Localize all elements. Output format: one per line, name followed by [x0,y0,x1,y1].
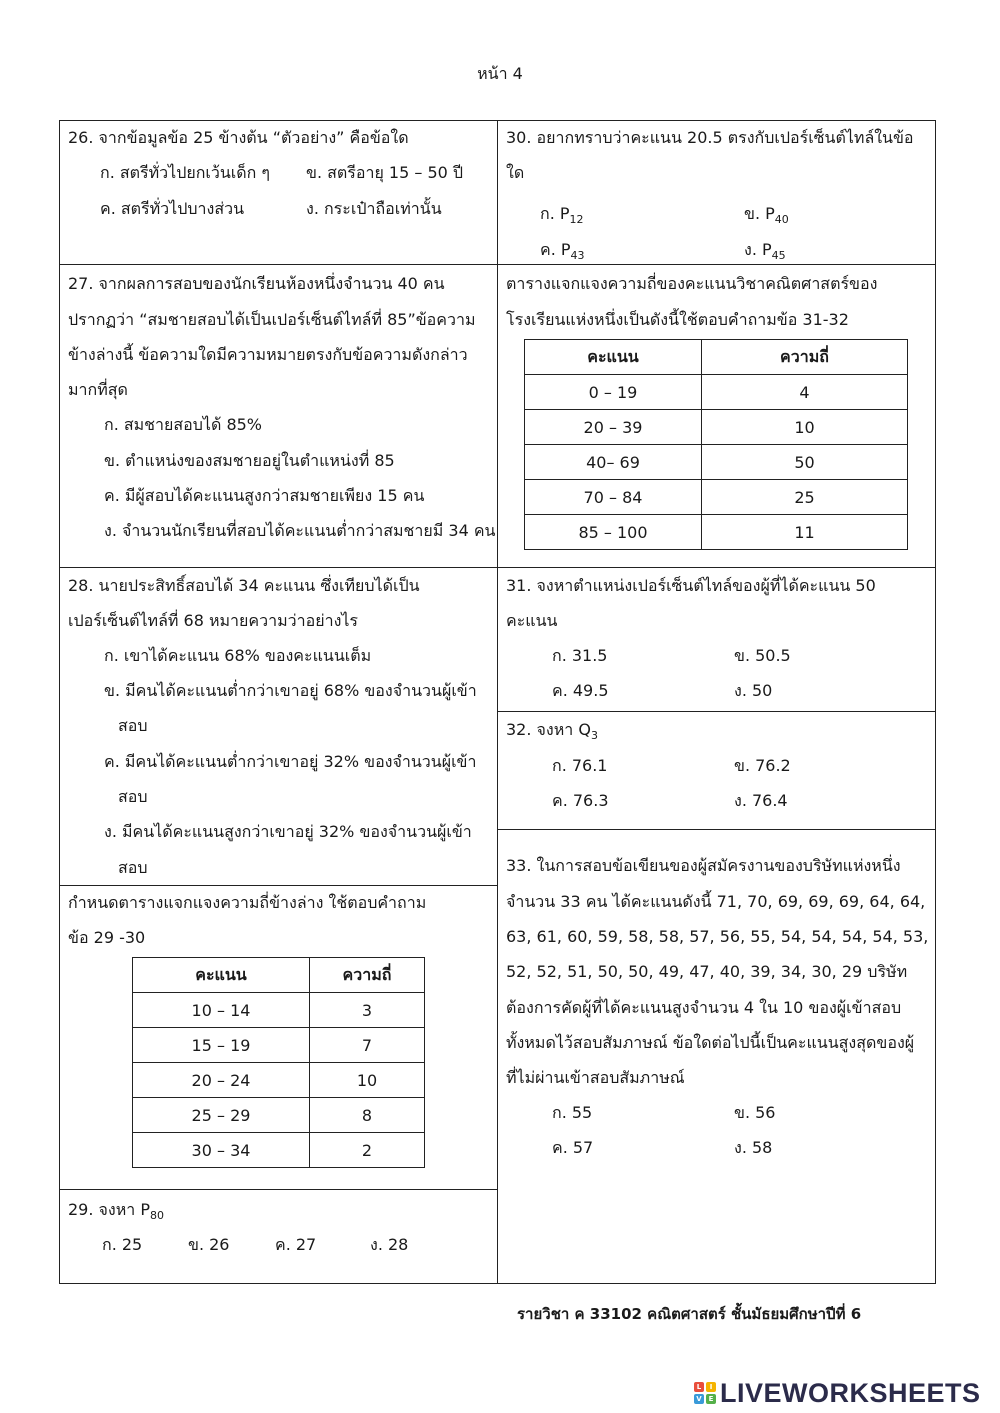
liveworksheets-logo [694,1378,981,1408]
q33-choice-c[interactable]: ค. 57 [552,1138,594,1157]
q32-choice-d[interactable]: ง. 76.4 [734,791,788,810]
q30-stem-line: ใด [506,163,525,182]
q33-stem-line: 52, 52, 51, 50, 50, 49, 47, 40, 39, 34, 30, 29 บริษัท [506,962,908,981]
q30-choice-a[interactable]: ก. $P_{12}$ [540,204,584,226]
q32-stem: 32. จงหา $Q_3$ [506,720,598,742]
q32-choice-a[interactable]: ก. 76.1 [552,756,608,775]
q28-choice-d[interactable]: ง. มีคนได้คะแนนสูงกว่าเขาอยู่ 32% ของจำนวนผู้เข้า [104,822,472,841]
q28-choice-a[interactable]: ก. เขาได้คะแนน 68% ของคะแนนเต็ม [104,646,372,665]
table-row [133,1028,425,1063]
q30-choice-d[interactable]: ง. $P_{45}$ [744,240,786,262]
q27-stem-line: 27. จากผลการสอบของนักเรียนห้องหนึ่งจำนวน 40 คน [68,274,445,293]
table-row [133,1098,425,1133]
table29-intro-line: กำหนดตารางแจกแจงความถี่ข้างล่าง ใช้ตอบคำถาม [68,893,427,912]
q28-stem-line: เปอร์เซ็นต์ไทล์ที่ 68 หมายความว่าอย่างไร [68,611,359,630]
course-footer: รายวิชา ค 33102 คณิตศาสตร์ ชั้นมัธยมศึกษาปีที่ 6 [517,1305,862,1323]
q30-stem-line: 30. อยากทราบว่าคะแนน 20.5 ตรงกับเปอร์เซ็นต์ไทล์ในข้อ [506,128,914,147]
logo-wordmark: LIVEWORKSHEETS [720,1377,981,1408]
q33-choice-d[interactable]: ง. 58 [734,1138,773,1157]
table-row [525,515,908,550]
frequency-cell: 4 [702,375,908,410]
q26-choice-a[interactable]: ก. สตรีทั่วไปยกเว้นเด็ก ๆ [100,163,271,182]
table31-intro-line: โรงเรียนแห่งหนึ่งเป็นดังนี้ใช้ตอบคำถามข้อ 31-32 [506,310,849,329]
q33-choice-b[interactable]: ข. 56 [734,1103,776,1122]
q29-choice-b[interactable]: ข. 26 [188,1235,230,1254]
q33-stem-line: 33. ในการสอบข้อเขียนของผู้สมัครงานของบริษัทแห่งหนึ่ง [506,856,901,875]
q31-choice-b[interactable]: ข. 50.5 [734,646,791,665]
score-cell: 30 – 34 [133,1133,310,1168]
score-cell: 15 – 19 [133,1028,310,1063]
q28-stem-line: 28. นายประสิทธิ์สอบได้ 34 คะแนน ซึ่งเทียบได้เป็น [68,576,420,595]
header-frequency: ความถี่ [310,958,425,993]
score-cell: 20 – 39 [525,410,702,445]
score-cell: 10 – 14 [133,993,310,1028]
row-divider [59,264,936,265]
q29-choice-c[interactable]: ค. 27 [275,1235,317,1254]
q28-choice-d-cont: สอบ [118,858,148,877]
header-score: คะแนน [133,958,310,993]
q31-choice-d[interactable]: ง. 50 [734,681,773,700]
q32-choice-c[interactable]: ค. 76.3 [552,791,609,810]
column-divider [497,120,498,1284]
table-header-row [525,340,908,375]
q31-stem-line: 31. จงหาตำแหน่งเปอร์เซ็นต์ไทล์ของผู้ที่ได้คะแนน 50 [506,576,876,595]
row-divider [59,885,498,886]
q26-choice-b[interactable]: ข. สตรีอายุ 15 – 50 ปี [306,163,464,182]
q27-choice-b[interactable]: ข. ตำแหน่งของสมชายอยู่ในตำแหน่งที่ 85 [104,451,395,470]
table-row [133,993,425,1028]
frequency-table-31-32 [524,339,908,550]
table29-intro-line: ข้อ 29 -30 [68,928,146,947]
q26-choice-c[interactable]: ค. สตรีทั่วไปบางส่วน [100,199,244,218]
table31-intro-line: ตารางแจกแจงความถี่ของคะแนนวิชาคณิตศาสตร์ของ [506,274,878,293]
frequency-cell: 7 [310,1028,425,1063]
score-cell: 25 – 29 [133,1098,310,1133]
q33-stem-line: ทั้งหมดไว้สอบสัมภาษณ์ ข้อใดต่อไปนี้เป็นคะแนนสูงสุดของผู้ [506,1033,915,1052]
frequency-cell: 10 [702,410,908,445]
score-cell: 20 – 24 [133,1063,310,1098]
table-row [525,480,908,515]
q27-choice-d[interactable]: ง. จำนวนนักเรียนที่สอบได้คะแนนต่ำกว่าสมชายมี 34 คน [104,521,496,540]
frequency-cell: 11 [702,515,908,550]
logo-tile: V [694,1394,704,1404]
q33-stem-line: ที่ไม่ผ่านเข้าสอบสัมภาษณ์ [506,1068,685,1087]
table-row [525,410,908,445]
row-divider [497,711,936,712]
row-divider [59,1189,498,1190]
score-cell: 40– 69 [525,445,702,480]
logo-tile: E [706,1394,716,1404]
q26-stem: 26. จากข้อมูลข้อ 25 ข้างต้น “ตัวอย่าง” คือข้อใด [68,128,409,147]
q28-choice-c-cont: สอบ [118,787,148,806]
header-score: คะแนน [525,340,702,375]
q30-choice-b[interactable]: ข. $P_{40}$ [744,204,789,226]
q33-stem-line: ต้องการคัดผู้ที่ได้คะแนนสูงจำนวน 4 ใน 10 ของผู้เข้าสอบ [506,998,902,1017]
logo-tiles-icon [694,1382,716,1404]
frequency-cell: 25 [702,480,908,515]
q28-choice-b[interactable]: ข. มีคนได้คะแนนต่ำกว่าเขาอยู่ 68% ของจำนวนผู้เข้า [104,681,477,700]
frequency-cell: 8 [310,1098,425,1133]
q27-choice-a[interactable]: ก. สมชายสอบได้ 85% [104,415,263,434]
q26-choice-d[interactable]: ง. กระเป๋าถือเท่านั้น [306,199,442,218]
frequency-table-29-30 [132,957,425,1168]
table-row [525,445,908,480]
score-cell: 70 – 84 [525,480,702,515]
logo-tile: L [694,1382,704,1392]
score-cell: 85 – 100 [525,515,702,550]
frequency-cell: 10 [310,1063,425,1098]
table-row [133,1133,425,1168]
logo-tile: I [706,1382,716,1392]
q27-choice-c[interactable]: ค. มีผู้สอบได้คะแนนสูงกว่าสมชายเพียง 15 คน [104,486,425,505]
header-frequency: ความถี่ [702,340,908,375]
q29-choice-a[interactable]: ก. 25 [102,1235,143,1254]
frequency-cell: 2 [310,1133,425,1168]
frequency-cell: 50 [702,445,908,480]
q31-choice-c[interactable]: ค. 49.5 [552,681,609,700]
frequency-cell: 3 [310,993,425,1028]
q27-stem-line: มากที่สุด [68,380,128,399]
score-cell: 0 – 19 [525,375,702,410]
row-divider [497,829,936,830]
q30-choice-c[interactable]: ค. $P_{43}$ [540,240,585,262]
table-row [525,375,908,410]
q28-choice-b-cont: สอบ [118,716,148,735]
q29-choice-d[interactable]: ง. 28 [370,1235,409,1254]
q33-choice-a[interactable]: ก. 55 [552,1103,593,1122]
q27-stem-line: ข้างล่างนี้ ข้อความใดมีความหมายตรงกับข้อความดังกล่าว [68,345,468,364]
q33-stem-line: จำนวน 33 คน ได้คะแนนดังนี้ 71, 70, 69, 69, 69, 64, 64, [506,892,926,911]
q33-stem-line: 63, 61, 60, 59, 58, 58, 57, 56, 55, 54, 54, 54, 54, 53, [506,927,929,946]
table-header-row [133,958,425,993]
q29-stem: 29. จงหา $P_{80}$ [68,1200,164,1222]
page-number: หน้า 4 [477,64,523,83]
q27-stem-line: ปรากฏว่า “สมชายสอบได้เป็นเปอร์เซ็นต์ไทล์ที่ 85”ข้อความ [68,310,476,329]
q31-stem-line: คะแนน [506,611,558,630]
table-row [133,1063,425,1098]
row-divider [59,567,936,568]
q28-choice-c[interactable]: ค. มีคนได้คะแนนต่ำกว่าเขาอยู่ 32% ของจำนวนผู้เข้า [104,752,477,771]
q32-choice-b[interactable]: ข. 76.2 [734,756,791,775]
q31-choice-a[interactable]: ก. 31.5 [552,646,608,665]
